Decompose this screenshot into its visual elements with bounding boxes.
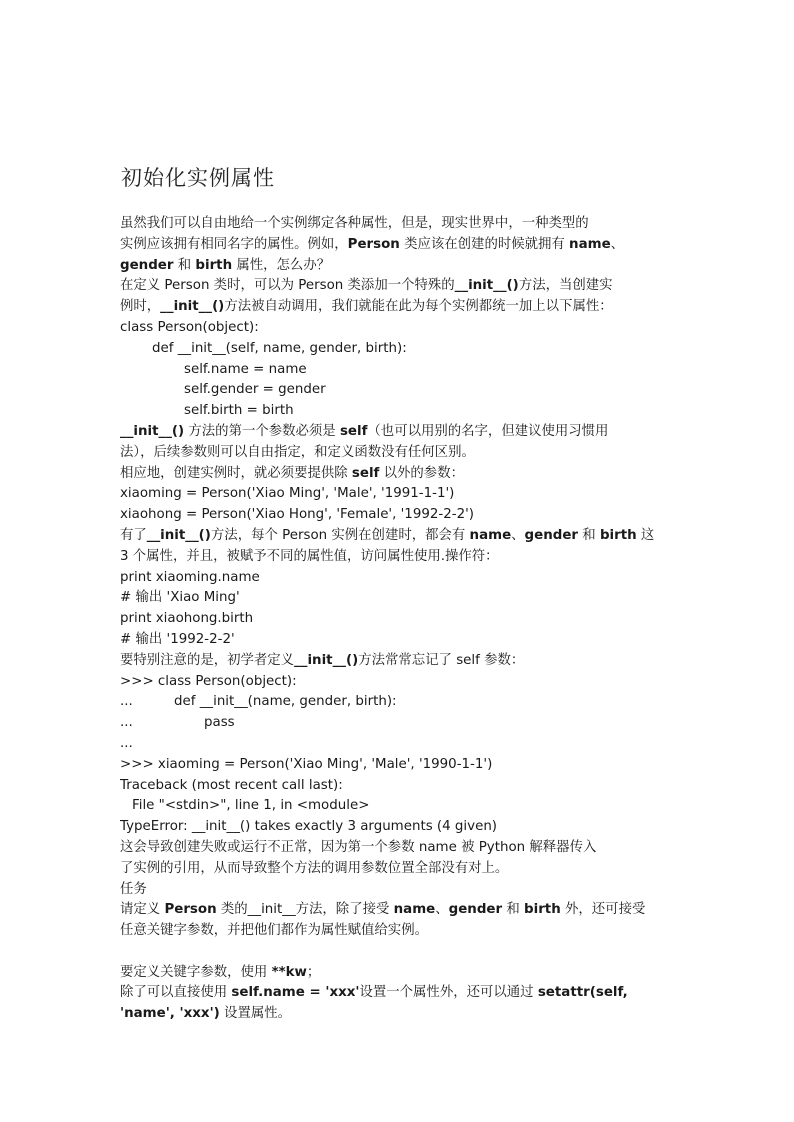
paragraph-line: 有了__init__()方法，每个 Person 实例在创建时，都会有 name、gender 和 birth 这 [120,527,655,543]
paragraph-line: 了实例的引用，从而导致整个方法的调用参数位置全部没有对上。 [120,860,509,876]
code-line: print xiaohong.birth [120,611,254,627]
paragraph-line: 要定义关键字参数，使用 **kw； [120,964,321,980]
code-line: # 输出 '1992-2-2' [120,631,235,647]
paragraph-line: __init__() 方法的第一个参数必须是 self（也可以用别的名字，但建议使用习惯用 [120,423,609,439]
code-line: # 输出 'Xiao Ming' [120,590,240,606]
paragraph-line: 实例应该拥有相同名字的属性。例如，Person 类应该在创建的时候就拥有 name、 [120,236,625,252]
page-title: 初始化实例属性 [121,166,275,190]
code-line: self.birth = birth [184,403,294,419]
code-line: def __init__(self, name, gender, birth): [152,340,407,356]
paragraph-line: 要特别注意的是，初学者定义__init__()方法常常忘记了 self 参数： [120,652,525,668]
document-body [120,214,680,1025]
paragraph-line: 相应地，创建实例时，就必须要提供除 self 以外的参数： [120,465,464,481]
code-line: ... def __init__(name, gender, birth): [120,694,397,710]
paragraph-line: gender 和 birth 属性，怎么办？ [120,257,331,273]
paragraph-line: 这会导致创建失败或运行不正常，因为第一个参数 name 被 Python 解释器传入 [120,839,597,855]
code-line: >>> class Person(object): [120,673,297,689]
code-line: >>> xiaoming = Person('Xiao Ming', 'Male', '1990-1-1') [120,756,493,772]
code-line: self.gender = gender [184,382,326,398]
code-line: xiaoming = Person('Xiao Ming', 'Male', '1991-1-1') [120,486,455,502]
paragraph-line: 虽然我们可以自由地给一个实例绑定各种属性，但是，现实世界中，一种类型的 [120,216,589,231]
spacer [120,942,680,963]
code-line: print xiaoming.name [120,569,260,585]
paragraph-line: 在定义 Person 类时，可以为 Person 类添加一个特殊的__init__()方法，当创建实 [120,278,613,294]
code-line: class Person(object): [120,319,259,335]
code-line: xiaohong = Person('Xiao Hong', 'Female', '1992-2-2') [120,507,474,523]
code-line: File "<stdin>", line 1, in <module> [132,798,370,814]
task-heading: 任务 [120,881,147,897]
paragraph-line: 除了可以直接使用 self.name = 'xxx'设置一个属性外，还可以通过 setattr(self, [120,985,628,1001]
paragraph-line: 请定义 Person 类的__init__方法，除了接受 name、gender 和 birth 外，还可接受 [120,902,646,918]
paragraph-line: 例时，__init__()方法被自动调用，我们就能在此为每个实例都统一加上以下属性： [120,299,613,315]
code-line: ... [120,735,133,751]
paragraph-line: 任意关键字参数，并把他们都作为属性赋值给实例。 [120,923,428,939]
paragraph-line: 3 个属性，并且，被赋予不同的属性值，访问属性使用.操作符： [120,548,499,564]
code-line: TypeError: __init__() takes exactly 3 arguments (4 given) [120,819,498,835]
code-line: Traceback (most recent call last): [120,777,343,793]
paragraph-line: 'name', 'xxx') 设置属性。 [120,1006,292,1022]
code-line: self.name = name [184,361,307,377]
code-line: ... pass [120,715,235,731]
paragraph-line: 法），后续参数则可以自由指定，和定义函数没有任何区别。 [120,444,475,460]
